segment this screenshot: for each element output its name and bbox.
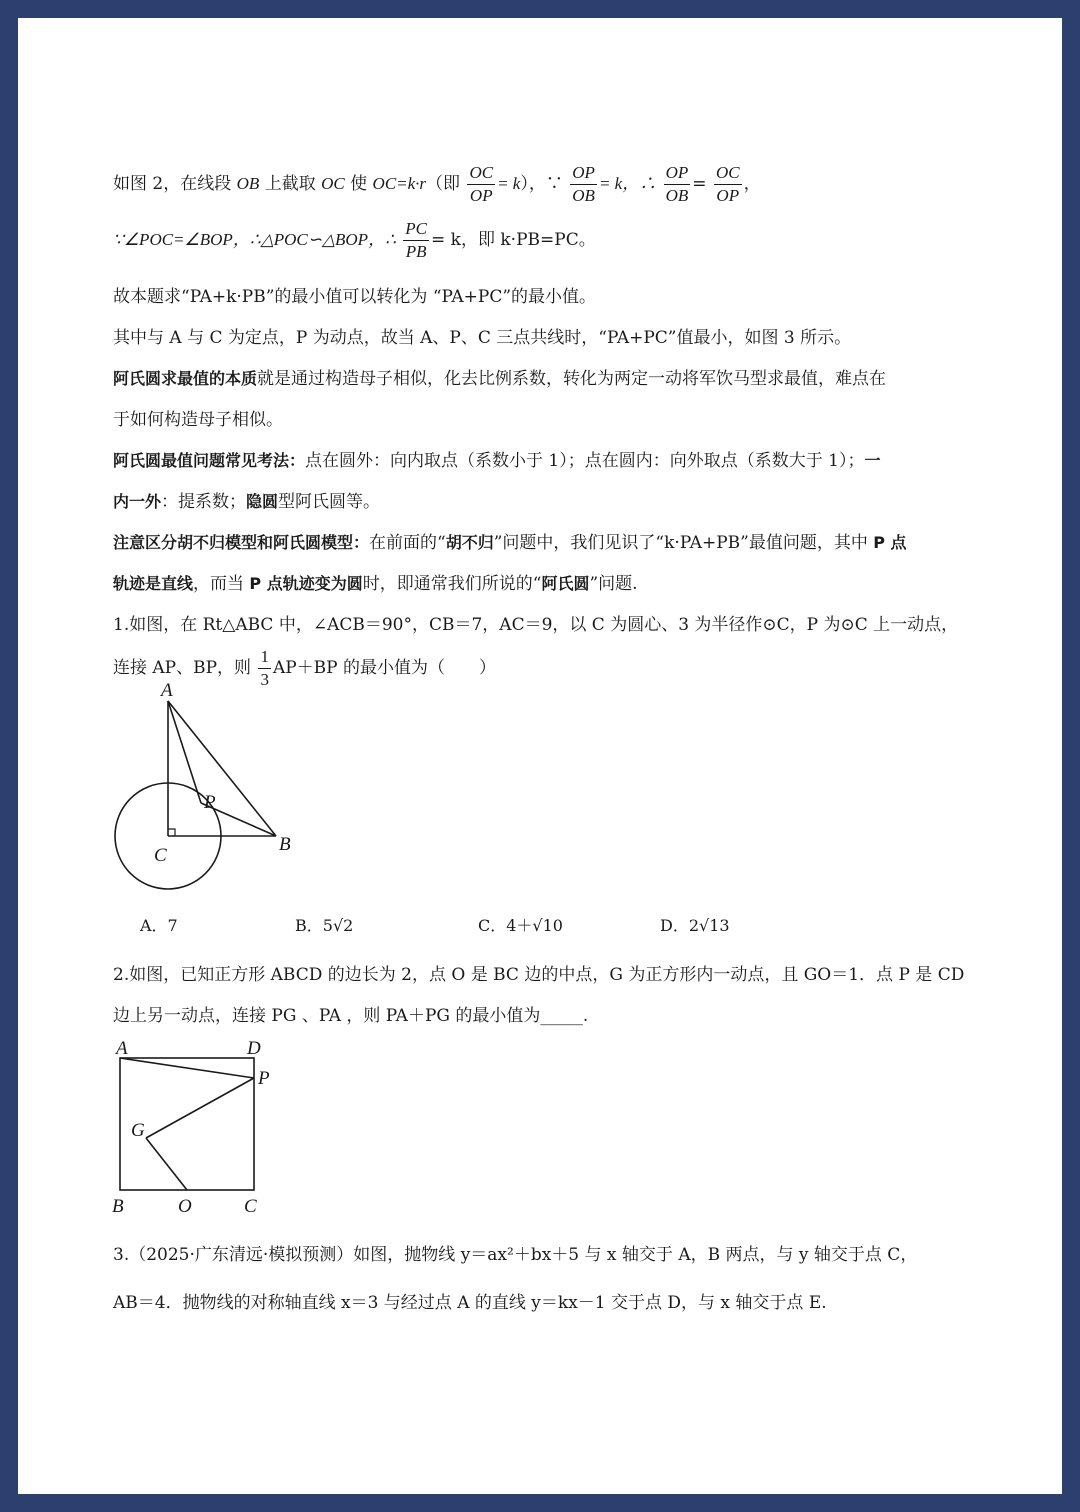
text: 点在圆外：向内取点（系数小于 1）；点在圆内：向外取点（系数大于 1）； xyxy=(305,451,865,471)
text: 连接 AP、BP，则 xyxy=(113,658,252,678)
label-d: D xyxy=(247,1038,261,1059)
para2: 故本题求“PA+k·PB”的最小值可以转化为 “PA+PC”的最小值。 xyxy=(113,287,597,307)
numerator: OP xyxy=(664,162,691,185)
segment-ab xyxy=(168,701,276,836)
fraction xyxy=(714,162,742,207)
text: 就是通过构造母子相似，化去比例系数，转化为两定一动将军饮马型求最值，难点在 xyxy=(257,369,887,389)
right-angle-mark xyxy=(168,829,175,836)
numerator: OC xyxy=(467,162,495,185)
segment-pg xyxy=(146,1078,254,1138)
label-c: C xyxy=(244,1196,257,1217)
bold-text: 胡不归 xyxy=(445,533,494,552)
text: ，而当 xyxy=(193,574,250,594)
fraction xyxy=(403,218,429,263)
denominator: PB xyxy=(405,242,427,261)
text: 在前面的“ xyxy=(369,533,446,553)
text: = k，∴ xyxy=(598,174,657,193)
para4-line2: 于如何构造母子相似。 xyxy=(113,410,283,430)
bold-text: 内一外 xyxy=(113,492,162,511)
text: 型阿氏圆等。 xyxy=(278,492,381,512)
label-o: O xyxy=(178,1196,192,1217)
para6-line2 xyxy=(113,569,638,594)
text: = k，即 k·PB=PC。 xyxy=(431,230,596,250)
text: OB xyxy=(236,174,260,193)
q1-figure xyxy=(106,678,326,898)
text: ：提系数； xyxy=(161,492,247,512)
label-p: P xyxy=(258,1068,270,1089)
numerator: PC xyxy=(403,218,429,241)
q3-line1: 3.（2025·广东清远·模拟预测）如图，抛物线 y＝ax²＋bx＋5 与 x 轴交于 A，B 两点，与 y 轴交于点 C， xyxy=(113,1245,918,1265)
text: OC xyxy=(321,174,345,193)
text: ”问题中，我们见识了“k·PA+PB”最值问题，其中 xyxy=(493,533,874,553)
para5-line2 xyxy=(113,487,380,512)
text: ， xyxy=(743,174,761,194)
para5-line1 xyxy=(113,446,880,471)
text: 如图 2，在线段 xyxy=(113,174,237,194)
segment-go xyxy=(146,1138,187,1190)
label-b: B xyxy=(112,1196,124,1217)
label-a: A xyxy=(116,1038,128,1059)
text: = k xyxy=(497,174,521,193)
numerator: OC xyxy=(714,162,742,185)
text: ”问题. xyxy=(589,574,638,594)
segment-ap xyxy=(168,701,201,803)
para4-line1 xyxy=(113,364,886,389)
para6-line1 xyxy=(113,528,907,553)
document-page xyxy=(18,18,1062,1494)
numerator: 1 xyxy=(258,646,271,669)
label-c: C xyxy=(154,845,167,866)
text: AP＋BP 的最小值为（ ） xyxy=(272,658,497,678)
denominator: OB xyxy=(665,186,689,205)
text: （即 xyxy=(426,174,461,194)
numerator: OP xyxy=(570,162,597,185)
bold-text: 一 xyxy=(864,451,881,470)
text: 使 xyxy=(344,174,373,194)
q3-line2: AB＝4．抛物线的对称轴直线 x＝3 与经过点 A 的直线 y＝kx－1 交于点 D，与 x 轴交于点 E. xyxy=(113,1293,827,1313)
label-b: B xyxy=(279,834,291,855)
fraction xyxy=(570,162,597,207)
bold-text: 注意区分胡不归模型和阿氏圆模型： xyxy=(113,533,370,552)
para1-line1 xyxy=(113,162,761,207)
text: ），∵ xyxy=(520,174,563,194)
bold-text: P 点 xyxy=(873,533,907,552)
q2-line2: 边上另一动点，连接 PG 、PA ，则 PA＋PG 的最小值为_____. xyxy=(113,1006,589,1026)
text: 上截取 xyxy=(259,174,322,194)
text: ∵∠POC=∠BOP，∴△POC∽△BOP，∴ xyxy=(113,230,396,249)
text: OC=k·r xyxy=(372,174,427,193)
bold-text: 阿氏圆最值问题常见考法： xyxy=(113,451,306,470)
para1-line2 xyxy=(113,218,596,263)
denominator: OB xyxy=(572,186,595,205)
q2-figure xyxy=(108,1038,308,1218)
fraction xyxy=(664,162,691,207)
bold-text: P 点轨迹变为圆 xyxy=(249,574,363,593)
para3: 其中与 A 与 C 为定点，P 为动点，故当 A、P、C 三点共线时，“PA+PC”值最小，如图 3 所示。 xyxy=(113,328,852,348)
bold-text: 轨迹是直线 xyxy=(113,574,194,593)
text: 时，即通常我们所说的“ xyxy=(362,574,542,594)
segment-pa xyxy=(120,1058,254,1078)
option-a[interactable]: A．7 xyxy=(140,916,178,935)
bold-text: 阿氏圆求最值的本质 xyxy=(113,369,258,388)
denominator: OP xyxy=(716,186,740,205)
bold-text: 阿氏圆 xyxy=(541,574,590,593)
option-c[interactable]: C．4＋√10 xyxy=(478,916,563,935)
label-p: P xyxy=(204,792,216,813)
label-a: A xyxy=(161,680,173,701)
fraction xyxy=(467,162,495,207)
denominator: OP xyxy=(469,186,493,205)
q2-line1: 2.如图，已知正方形 ABCD 的边长为 2，点 O 是 BC 边的中点，G 为正方形内一动点，且 GO＝1．点 P 是 CD xyxy=(113,965,965,985)
q1-line1: 1.如图，在 Rt△ABC 中，∠ACB＝90°，CB＝7，AC＝9，以 C 为圆心、3 为半径作⊙C，P 为⊙C 上一动点， xyxy=(113,615,959,635)
text: = xyxy=(692,174,707,194)
label-g: G xyxy=(131,1120,145,1141)
option-d[interactable]: D．2√13 xyxy=(660,916,730,935)
denominator: 3 xyxy=(260,670,269,689)
option-b[interactable]: B．5√2 xyxy=(295,916,354,935)
bold-text: 隐圆 xyxy=(246,492,279,511)
